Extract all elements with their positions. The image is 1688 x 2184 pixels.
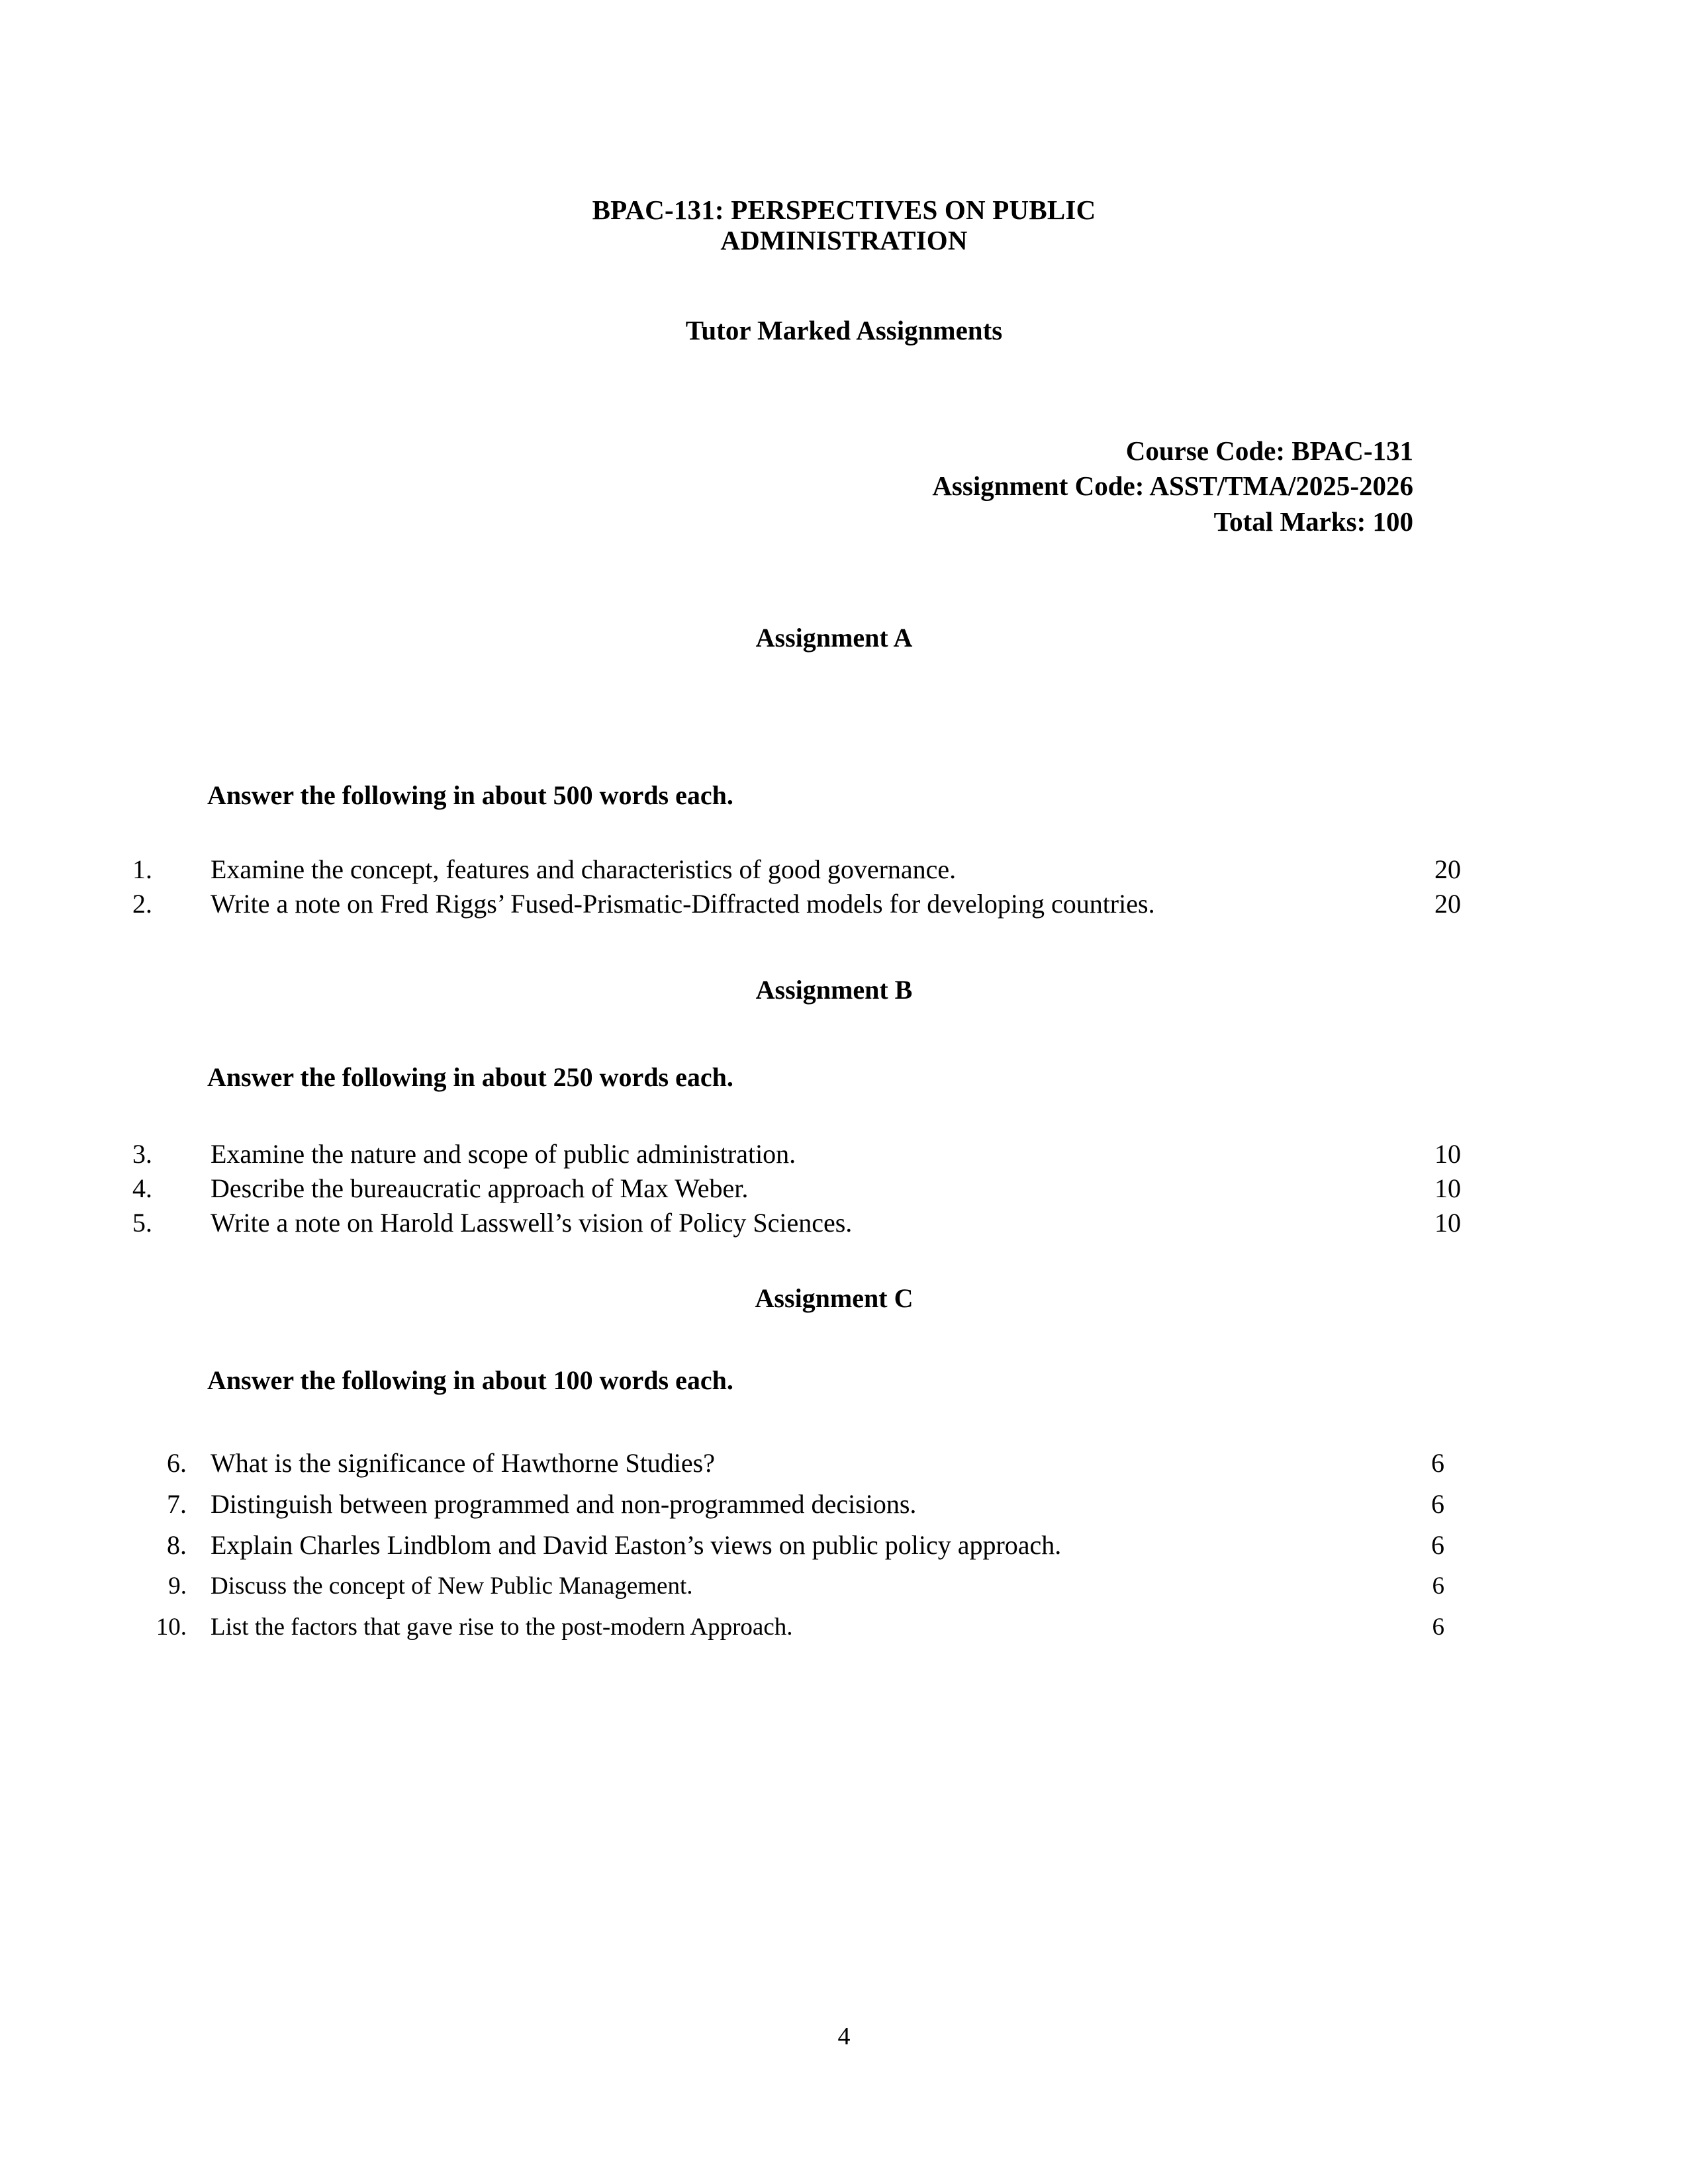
- question-text: List the factors that gave rise to the post-modern Approach.: [211, 1614, 793, 1641]
- instruction-assignment-c: Answer the following in about 100 words each.: [207, 1365, 733, 1395]
- question-marks: 6: [1432, 1572, 1444, 1600]
- question-number: 1.: [132, 854, 152, 884]
- question-row: [0, 1206, 1688, 1240]
- question-number: 9.: [168, 1572, 187, 1600]
- question-list-assignment-b: [0, 1137, 1688, 1240]
- course-meta-block: [619, 433, 1413, 539]
- question-number: 4.: [132, 1173, 152, 1203]
- question-row: [0, 1566, 1688, 1607]
- question-marks: 10: [1434, 1208, 1461, 1238]
- document-title: [275, 195, 1413, 256]
- document-title-line-2: ADMINISTRATION: [720, 224, 968, 255]
- question-text: Examine the concept, features and characteristics of good governance.: [211, 854, 957, 884]
- question-number: 5.: [132, 1208, 152, 1238]
- question-text: Examine the nature and scope of public administration.: [211, 1139, 796, 1169]
- question-text: Describe the bureaucratic approach of Max Weber.: [211, 1173, 749, 1203]
- document-subtitle: Tutor Marked Assignments: [685, 315, 1003, 345]
- question-number: 6.: [167, 1448, 187, 1478]
- question-marks: 10: [1434, 1173, 1461, 1203]
- total-marks: Total Marks: 100: [1213, 506, 1413, 537]
- document-title-line-1: BPAC-131: PERSPECTIVES ON PUBLIC: [592, 195, 1096, 225]
- question-marks: 10: [1434, 1139, 1461, 1169]
- question-list-assignment-c: [0, 1443, 1688, 1648]
- question-row: [0, 1525, 1688, 1566]
- question-row: [0, 1607, 1688, 1648]
- question-row: [0, 1171, 1688, 1206]
- course-code: Course Code: BPAC-131: [1125, 435, 1413, 466]
- section-heading-assignment-c: Assignment C: [755, 1283, 914, 1313]
- question-number: 7.: [167, 1489, 187, 1519]
- question-row: [0, 852, 1688, 887]
- question-marks: 6: [1431, 1448, 1444, 1478]
- question-number: 8.: [167, 1530, 187, 1560]
- question-marks: 20: [1434, 889, 1461, 919]
- question-number: 10.: [156, 1614, 187, 1641]
- question-text: Distinguish between programmed and non-programmed decisions.: [211, 1489, 917, 1519]
- section-heading-assignment-b: Assignment B: [755, 975, 913, 1005]
- question-row: [0, 1443, 1688, 1484]
- question-marks: 20: [1434, 854, 1461, 884]
- question-text: Discuss the concept of New Public Management.: [211, 1572, 693, 1600]
- section-heading-assignment-a: Assignment A: [755, 623, 913, 653]
- question-marks: 6: [1431, 1489, 1444, 1519]
- question-text: Write a note on Harold Lasswell’s vision of Policy Sciences.: [211, 1208, 853, 1238]
- question-number: 3.: [132, 1139, 152, 1169]
- question-number: 2.: [132, 889, 152, 919]
- assignment-code: Assignment Code: ASST/TMA/2025-2026: [932, 471, 1413, 502]
- question-text: What is the significance of Hawthorne Studies?: [211, 1448, 715, 1478]
- question-text: Explain Charles Lindblom and David Easton’s views on public policy approach.: [211, 1530, 1062, 1560]
- question-marks: 6: [1432, 1614, 1444, 1641]
- question-row: [0, 1137, 1688, 1171]
- instruction-assignment-b: Answer the following in about 250 words each.: [207, 1062, 733, 1092]
- question-list-assignment-a: [0, 852, 1688, 921]
- question-row: [0, 887, 1688, 921]
- page-number: 4: [837, 2023, 851, 2050]
- question-row: [0, 1484, 1688, 1525]
- instruction-assignment-a: Answer the following in about 500 words each.: [207, 780, 733, 810]
- question-text: Write a note on Fred Riggs’ Fused-Prismatic-Diffracted models for developing countries.: [211, 889, 1155, 919]
- question-marks: 6: [1431, 1530, 1444, 1560]
